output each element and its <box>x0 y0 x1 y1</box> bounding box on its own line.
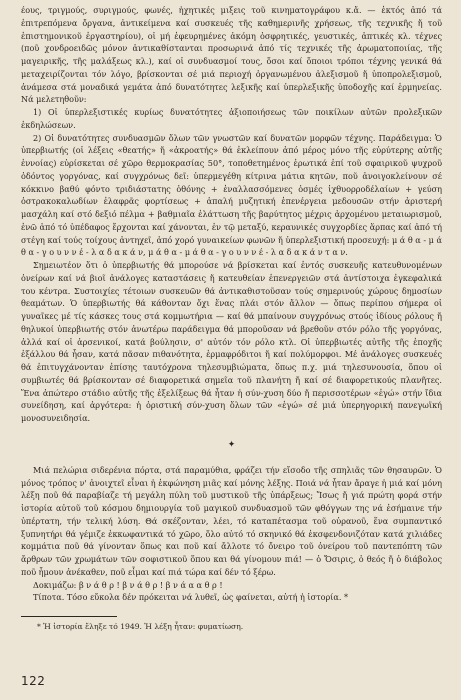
paragraph-conclusion: Τίποτα. Τόσο εὔκολα δέν πρόκειται νά λυθεῖ, ὡς φαίνεται, αὐτή ἡ ἱστορία. * <box>33 592 349 603</box>
footnote-divider <box>21 616 117 617</box>
paragraph-note: Σημειωτέον ὅτι ὁ ὑπερβιωτής θά μπορούσε νά βρίσκεται καί ἐντός συσκευῆς κατευθυνομένων ὀνείρων καί νά βιοῖ ἀνάλογες καταστάσεις ἤ κατευθείαν ἐπενεργειῶν στά ἀντίστοιχα ἐγκεφαλικά του κέντρα. Συστοιχίες τέτοιων συσκευῶν θά ἀντικαθιστοῦσαν τούς σημερινούς χώρους δημοσίων θεαμάτων. Ὁ ὑπερβιωτής θά κάθονταν ὄχι ἕνας πλάι στόν ἄλλον — ὅπως περίπου σήμερα οἱ γυναῖκες μέ τίς κάσκες τους στά κομμωτήρια — καί θά μπαίνουν συγχρόνως στούς ἰδίους ρόλους ἤ θηλυκοί ὑπερβιωτής στόν ἀνωτέρω παράδειγμα θά μποροῦσαν νά βρεθοῦν στόν ρόλο τῆς γοργόνας, ἀλλά καί οἱ ἀρσενικοί, κατά βούλησιν, σ' αὐτόν τόν ρόλο κτλ. Οἱ ὑπερβιωτές αὐτῆς τῆς ἐποχῆς ἐξάλλου θά ἦσαν, κατά πᾶσαν πιθανότητα, ἑρμαφρόδιτοι ἤ καί πολύμορφοι. Μέ ἀνάλογες συσκευές θά ἐπιτυγχάνονταν ἐπίσης ταυτόχρονα τηλεσυμβιώματα, ὅπως π.χ. μιά τηλεσυνουσία, ὅπου οἱ συμβιωτές θά βρίσκονταν σέ διαφορετικά σημεῖα τοῦ πλανήτη ἤ καί σέ διαφορετικούς πλανῆτες. Ἕνα ἀπώτερο στάδιο αὐτῆς τῆς ἐξελίξεως θά ἦταν ἡ σύν-χυση δύο ἤ περισσοτέρων «ἐγώ» στήν ἴδια συνείδηση, καί ἀργότερα: ἡ ὁριστική σύν-χυση ὅλων τῶν «ἐγώ» σέ μιά ὑπερηγορική πανεγωϊκή μονοσυνειδησία. <box>21 260 442 423</box>
paragraph-point-1: 1) Οἱ ὑπερλεξιστικές κυρίως δυνατότητες ἀξιοποιήσεως τῶν ποικίλων αὐτῶν προλεξικῶν ἐκδηλώσεων. <box>21 107 442 130</box>
paragraph-intro: έους, τριγμούς, συριγμούς, φωνές, ἠχητικές μιξεις τοῦ κινηματογράφου κ.ἄ. — ἐκτός ἀπό τά ἐπιτρεπόμενα ὄργανα, ἀντικείμενα καί συσκευές τῆς καθημερινῆς χρήσεως, τῆς τεχνικῆς ἤ τοῦ ἐπιστημονικοῦ ἐργαστηρίου), οἱ μή ἐφευρημένες ἀκόμη ὀσφρητικές, γευστικές, ἁπτικές κλ. τέχνες (ποῦ χονδροειδῶς μόνον ἀντικαθίστανται προσωρινά ἀπό τίς τεχνικές τῆς ἀρωματοποιίας, τῆς μαγειρικῆς, τῆς μαλάξεως κλ.), καί οἱ συνδυασμοί τους, ὅσοι καί ὅποιοι τρόποι τέχνης γενικά θά μεταχειρίζονται τόν λόγο, βρίσκονται σέ μιά περιοχή ὀργανωμένου ἀλεξισμοῦ ἤ ὑποπρολεξισμοῦ, ἀνάμεσα στά μοναδικά γεμάτα ἀπό δυνατότητες λεξικῆς καί ὑπερλεξικῆς ὑποδοχῆς καί ἑρμηνείας. Νά μελετηθοῦν: <box>21 5 442 105</box>
paragraph-point-2: 2) Οἱ δυνατότητες συνδυασμῶν ὅλων τῶν γνωστῶν καί δυνατῶν μορφῶν τέχνης. Παράδειγμα: Ὁ ὑπερβιωτής (οἱ λέξεις «θεατής» ἤ «ἀκροατής» θά ἐκλείπουν ἀπό μέρος μόνο τῆς εὐρύτερης αὐτῆς ἐννοίας) εὑρίσκεται σέ χῶρο θερμοκρασίας 50°, τοποθετημένος ἐρωτικά ἐπί τοῦ σφαιρικοῦ ψυχροῦ ὀδόντος γοργόνας, καί συγχρόνως δεῖ: ὑπερμεγέθη κίτρινα μάτια κητῶν, ποῦ ἀνοιγοκλείνουν σέ κόκκινο βαθύ φόντο τριδιάστατης ὀθόνης + ἐναλλασσόμενες ὀσμές ἰχθυορροδέλαίων + γεύση ὀστρακοκαλωδίων ἐλαφρᾶς φορτίσεως + ἁπαλή μυζητική ἐπενέργεια μεδουσῶν στήν ἀριστερή μασχάλη καί στό δεξιό πέλμα + βαθμιαῖα ἐλάττωση τῆς βαρύτητος μέχρις ἀρχομένου μεταιωρισμοῦ, ἐνῶ ἀπό τό ὑπέδαφος ἔρχονται καί χάνονται, ἐν τῷ μεταξύ, κεραυνικές συγχορδίες ἅρπας καί ἀπό τή στέγη καί τούς τοίχους ἀντηχεῖ, ἀπό χορό γυναικείων φωνῶν ἤ ὑπερλεξιστική προσευχή: μ ά θ α - μ ά θ α - γ ο υ ν ν έ - λ α δ α κ ά ν, μ ά θ α - μ ά θ α - γ ο υ ν ν έ - λ α δ α κ ά ν τ α ν. <box>21 132 442 258</box>
section-separator-icon: ✦ <box>227 439 236 450</box>
page-number: 122 <box>21 674 46 688</box>
footnote: * Ἡ ἱστορία ἔληξε τό 1949. Ἡ λέξη ἦταν: φυματίωση. <box>37 622 244 631</box>
paragraph-gate: Μιά πελώρια σιδερένια πόρτα, στά παραμύθια, φράζει τήν εἴσοδο τῆς σπηλιᾶς τῶν θησαυρῶν. Ὁ μόνος τρόπος ν' ἀνοιχτεῖ εἶναι ἡ ἐκφώνηση μιᾶς καί μόνης λέξης. Ποιά νά ἦταν ἄραγε ἡ μιά καί μόνη λέξη ποῦ θά παραβίαζε τή μεγάλη πύλη τοῦ μυστικοῦ τῆς ὑπάρξεως; Ἴσως ἤ γιά πρώτη φορά στήν ἱστορία αὐτοῦ τοῦ κόσμου δημιουργία τοῦ μαγικοῦ συνδυασμοῦ τῶν φθόγγων της νά ἐσήμαινε τήν ὑπέρτατη, τήν τελική λύση. Θά σκέζονταν, λέει, τό καταπέτασμα τοῦ οὐρανοῦ, ἕνα συμπαντικό ξυπνητήρι θά γέμιζε ἐκκωφαντικά τό χῶρο, ὅλο αὐτό τό σκηνικό θά ἐκσφενδονιζόταν κατά χιλιάδες κομμάτια ποῦ θά γίνονταν ὅπως και ποῦ καί ἄλλοτε τό ὄνειρο τοῦ ὀνείρου τοῦ παντεπόπτη τῶν ἄρθρων τῶν χρωμάτων τῶν σοφιστικοῦ ὅπου και θά γίνομουν πιά! — ὁ Ὄσιρις, ὁ θεός ἤ ὁ διάβολος ποῦ ἦμουν ἀνέκαθεν, ποῦ εἶμαι καί πιά τώρα καί δέν τό ξέρω. <box>21 464 442 577</box>
paragraph-attempt: Δοκιμάζω: β ν ά θ ρ ! β ν ά θ ρ ! β ν ά α α θ ρ ! <box>33 579 223 590</box>
